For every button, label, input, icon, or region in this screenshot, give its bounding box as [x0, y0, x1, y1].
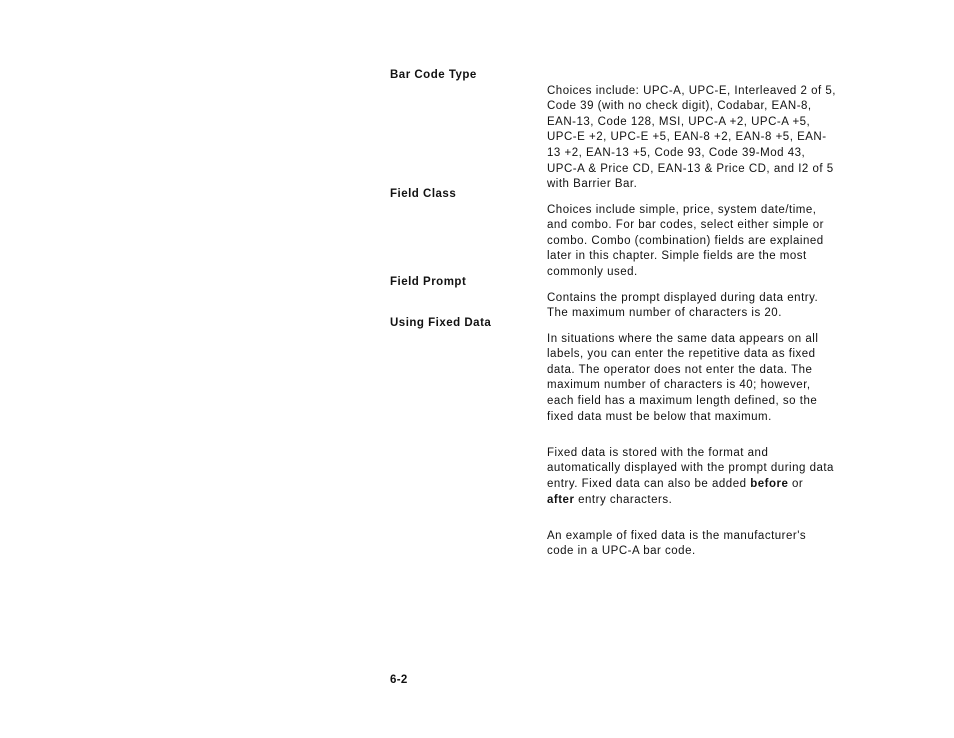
- term-label: Field Prompt: [390, 276, 467, 288]
- term-label: Field Class: [390, 188, 457, 200]
- emphasis-after: after: [547, 493, 575, 506]
- paragraph-text: entry characters.: [574, 493, 673, 506]
- fixed-data-storage-paragraph: [547, 446, 877, 508]
- paragraph-text: or: [792, 477, 804, 490]
- emphasis-before: before: [750, 477, 789, 490]
- description-paragraph: Choices include simple, price, system date/time, and combo. For bar codes, select either simple or combo. Combo (combination) fields are explained later in this chapter. Simple fields are the most commonly used.: [547, 203, 824, 278]
- description-paragraph: In situations where the same data appears on all labels, you can enter the repetitive data as fixed data. The operator does not enter the data. The maximum number of characters is 40; however, each field has a maximum length defined, so the fixed data must be below that maximum.: [547, 332, 819, 423]
- term-description: [547, 316, 877, 581]
- term-label: Using Fixed Data: [390, 317, 492, 329]
- fixed-data-example-paragraph: An example of fixed data is the manufacturer's code in a UPC-A bar code.: [547, 529, 807, 558]
- term-label: Bar Code Type: [390, 69, 477, 81]
- paragraph-text: Fixed data is stored with the format and automatically displayed with the prompt during data entry. Fixed data can also be added: [547, 446, 834, 490]
- page-number: 6-2: [390, 674, 408, 686]
- description-paragraph: Contains the prompt displayed during data entry. The maximum number of characters is 20.: [547, 291, 819, 320]
- description-paragraph: Choices include: UPC-A, UPC-E, Interleaved 2 of 5, Code 39 (with no check digit), Codabar, EAN-8, EAN-13, Code 128, MSI, UPC-A +2, UPC-A +5, UPC-E +2, UPC-E +5, EAN-8 +2, EAN-8 +5, EAN- 13 +2, EAN-13 +5, Code 93, Code 39-Mod 43, UPC-A & Price CD, EAN-13 & Price CD, and I2 of 5 with Barrier Bar.: [547, 84, 836, 191]
